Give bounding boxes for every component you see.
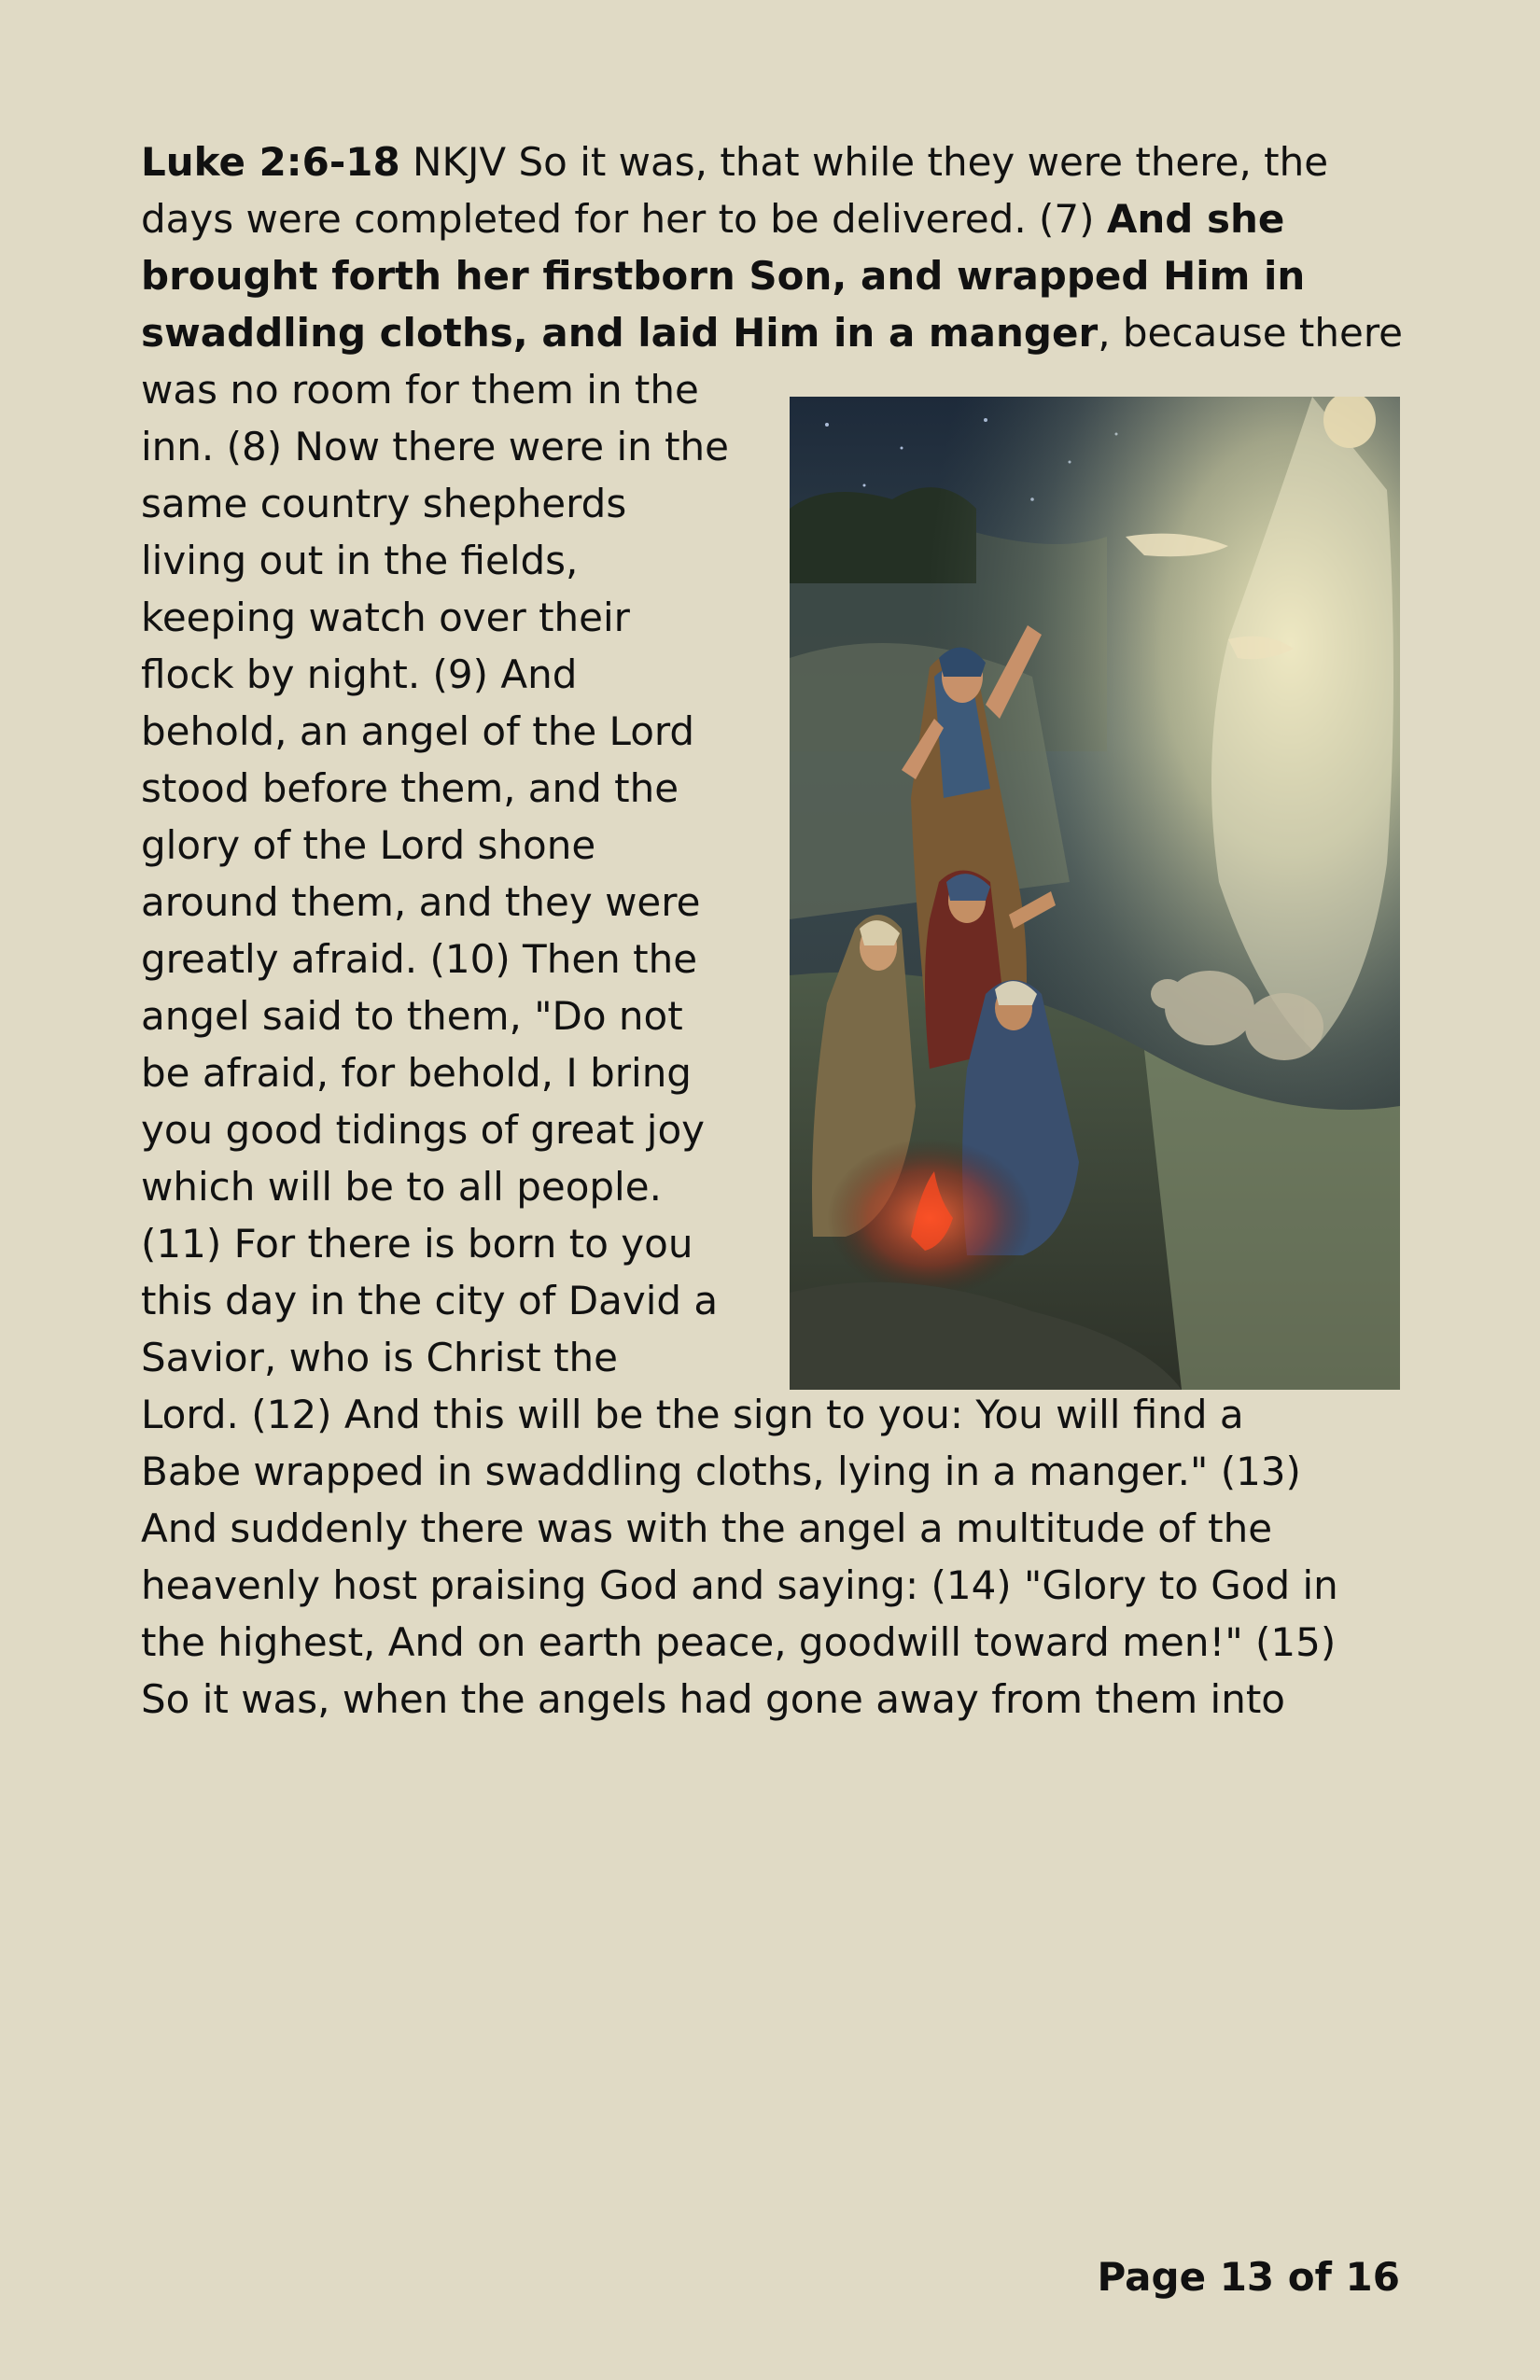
- passage-text-bold: And she: [1106, 196, 1285, 242]
- passage-line: [141, 1158, 662, 1215]
- passage-line: [141, 760, 679, 817]
- passage-text: days were completed for her to be delivered. (7): [141, 196, 1107, 242]
- page-number-total: 16: [1345, 2254, 1400, 2300]
- passage-text: the highest, And on earth peace, goodwill toward men!" (15): [141, 1619, 1337, 1665]
- passage-line: [141, 987, 683, 1044]
- passage-line: [141, 304, 1403, 361]
- passage-line: [141, 532, 578, 589]
- shepherds-angel-illustration: [790, 397, 1400, 1390]
- passage-text: So it was, when the angels had gone away from them into: [141, 1676, 1285, 1722]
- passage-text: And suddenly there was with the angel a multitude of the: [141, 1505, 1273, 1551]
- passage-line: [141, 1044, 692, 1101]
- passage-text: Savior, who is Christ the: [141, 1335, 619, 1380]
- passage-text: glory of the Lord shone: [141, 822, 596, 868]
- passage-line: [141, 646, 577, 703]
- passage-text-bold: brought forth her firstborn Son, and wrapped Him in: [141, 253, 1306, 299]
- passage-line: [141, 1272, 718, 1329]
- passage-text: which will be to all people.: [141, 1164, 662, 1210]
- passage-text: same country shepherds: [141, 481, 627, 526]
- passage-line: [141, 1329, 618, 1386]
- passage-text: inn. (8) Now there were in the: [141, 424, 730, 469]
- passage-text: be afraid, for behold, I bring: [141, 1050, 692, 1096]
- passage-text-bold: swaddling cloths, and laid Him in a manger: [141, 310, 1099, 356]
- passage-text: NKJV So it was, that while they were there, the: [399, 139, 1329, 185]
- passage-line: [141, 418, 729, 475]
- passage-text: , because there: [1098, 310, 1404, 356]
- passage-line: [141, 1101, 705, 1158]
- page-number-prefix: Page: [1097, 2254, 1207, 2300]
- passage-text: Babe wrapped in swaddling cloths, lying in a manger." (13): [141, 1449, 1301, 1494]
- passage-line: [141, 817, 595, 874]
- passage-text: heavenly host praising God and saying: (14) "Glory to God in: [141, 1562, 1338, 1608]
- passage-text: keeping watch over their: [141, 595, 630, 640]
- passage-line: [141, 475, 626, 532]
- passage-text: you good tidings of great joy: [141, 1107, 706, 1153]
- passage-line: [141, 1671, 1285, 1728]
- passage-line: [141, 874, 700, 931]
- passage-text: was no room for them in the: [141, 367, 699, 413]
- passage-line: [141, 589, 630, 646]
- passage-line: [141, 1386, 1244, 1443]
- passage-text: stood before them, and the: [141, 765, 679, 811]
- page-number-of: of: [1287, 2254, 1332, 2300]
- passage-text: (11) For there is born to you: [141, 1221, 693, 1267]
- passage-line: [141, 247, 1305, 304]
- passage-line: [141, 133, 1328, 190]
- passage-line: [141, 1500, 1272, 1557]
- passage-text: flock by night. (9) And: [141, 651, 578, 697]
- passage-line: [141, 1614, 1336, 1671]
- passage-text: around them, and they were: [141, 879, 701, 925]
- page-number: [1098, 2249, 1400, 2305]
- passage-line: [141, 190, 1284, 247]
- passage-text: Lord. (12) And this will be the sign to you: You will find a: [141, 1392, 1244, 1437]
- passage-line: [141, 1557, 1338, 1614]
- passage-text: angel said to them, "Do not: [141, 993, 683, 1039]
- passage-text-bold: Luke 2:6-18: [141, 139, 400, 185]
- passage-text: this day in the city of David a: [141, 1278, 719, 1323]
- passage-line: [141, 703, 694, 760]
- passage-line: [141, 931, 697, 987]
- passage-line: [141, 1443, 1301, 1500]
- passage-line: [141, 361, 699, 418]
- passage-text: behold, an angel of the Lord: [141, 708, 695, 754]
- page-number-current: 13: [1219, 2254, 1275, 2300]
- passage-text: greatly afraid. (10) Then the: [141, 936, 698, 982]
- passage-line: [141, 1215, 693, 1272]
- passage-text: living out in the fields,: [141, 538, 579, 583]
